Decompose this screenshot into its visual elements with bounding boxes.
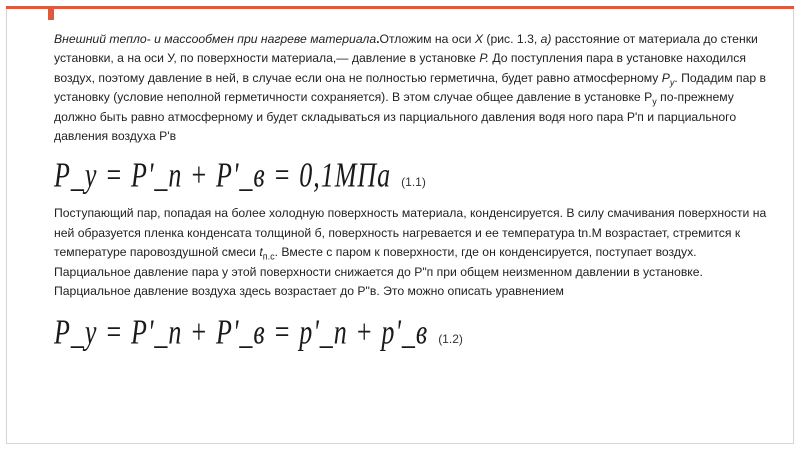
condensation-text-2: . Вместе с паром к поверхности, где он конденсируется, поступает воздух. Парциальное давление пара у этой поверхности снижается до Р"п при общем неизменном давлении в установке. Парциальное давление воздуха здесь возрастает до Р"в. Это можно описать уравнением — [54, 245, 703, 299]
equation-1 — [54, 155, 770, 196]
section-lead: Внешний тепло- и массообмен при нагреве материала — [54, 32, 377, 46]
equation-1-number: (1.1) — [401, 175, 426, 190]
figure-ref-a: а) — [540, 32, 552, 46]
paragraph-intro — [54, 30, 770, 146]
pressure-symbol: Р. — [479, 51, 489, 66]
accent-tab — [48, 6, 54, 20]
pu-subscript-2: у — [652, 96, 657, 107]
slide-content — [54, 30, 770, 359]
equation-1-formula: P_у = P'_п + P'_в = 0,1МПа — [54, 155, 392, 196]
lead-period: . — [376, 32, 380, 46]
intro-text-6: по-прежнему должно быть равно атмосферному и будет складываться из парциального давления водя ного пара Р'п и парциального давления воздуха Р'в — [54, 90, 737, 144]
intro-text-5: . Подадим пар в установку (условие неполной герметичности сохраняется). В этом случае общее давление в установке P — [54, 70, 767, 105]
pu-subscript: у — [669, 77, 675, 88]
intro-text-4: До поступления пара в установке находился воздух, поэтому давление в ней, в случае если она не полностью герметична, будет равно атмосферному — [54, 51, 746, 85]
equation-2 — [54, 309, 770, 353]
paragraph-condensation — [54, 204, 770, 301]
accent-bar — [6, 6, 794, 9]
t-symbol: t — [259, 245, 263, 260]
intro-text-1: Отложим на оси — [379, 32, 475, 46]
intro-text-2: (рис. 1.3, — [483, 32, 541, 46]
axis-x-label: X — [474, 32, 484, 46]
intro-text-3: расстояние от материала до стенки установки, а на оси У, по поверхности материала,— давление в установке — [54, 32, 758, 66]
condensation-text-1: Поступающий пар, попадая на более холодную поверхность материала, конденсируется. В силу смачивания поверхности на ней образуется пленка конденсата толщиной б, поверхность нагревается и ее температура tn.M возрастает, стремится к температуре паровоздушной смеси — [54, 206, 767, 260]
t-subscript: п.с — [262, 251, 275, 262]
pu-symbol: P — [661, 70, 670, 85]
equation-2-formula: P_у = P'_п + P'_в = p'_п + p'_в — [54, 312, 429, 353]
equation-2-number: (1.2) — [438, 332, 463, 347]
